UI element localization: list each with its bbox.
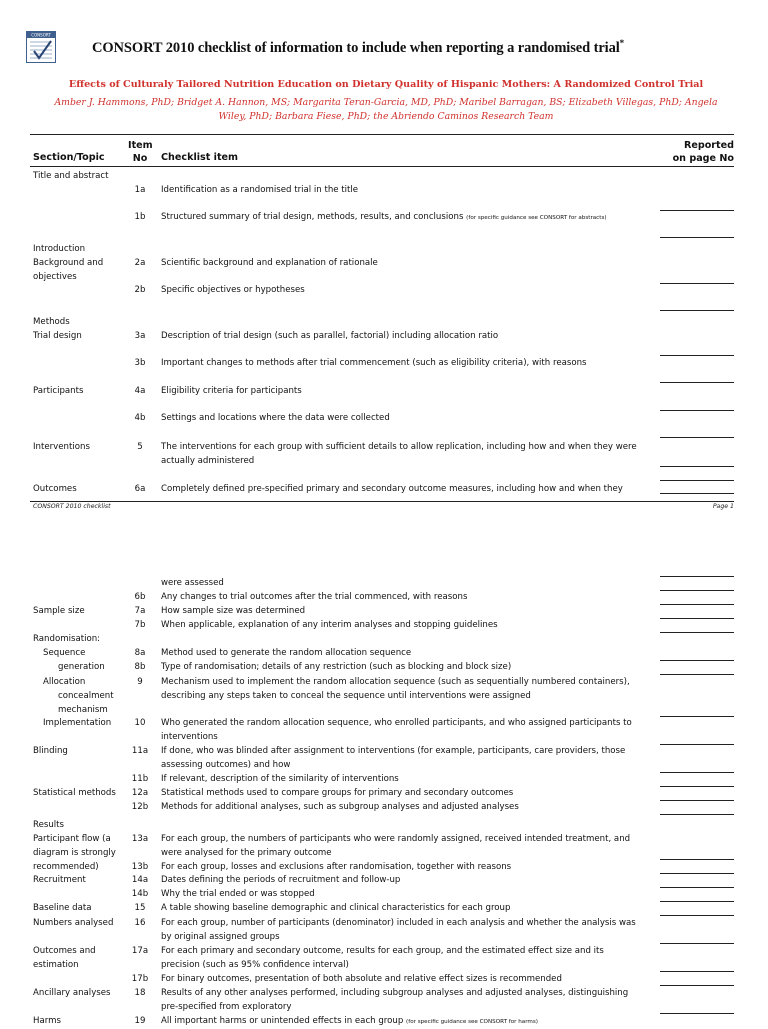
item-number: 2b [134,285,146,295]
checklist-item [161,716,651,744]
page-number-line[interactable] [660,237,734,238]
item-number: 18 [134,988,146,998]
checklist-item [161,440,651,468]
item-number: 17a [131,946,149,956]
page-number-line[interactable] [660,310,734,311]
section-introduction: Introduction [33,244,86,254]
checklist-item-line1: For each group, the numbers of participants who were randomly assigned, received intended treatment, and [161,834,631,844]
column-header-item-line2: No [132,152,148,164]
item-number: 13b [131,862,149,872]
item-number: 9 [137,677,143,687]
column-header-reported-line2: on page No [672,152,734,164]
checklist-item: If relevant, description of the similarity of interventions [161,774,399,784]
checklist-item: When applicable, explanation of any interim analyses and stopping guidelines [161,620,498,630]
checklist-item: Type of randomisation; details of any restriction (such as blocking and block size) [161,662,512,672]
checklist-item-text: All important harms or unintended effects in each group [161,1016,404,1026]
item-number: 4a [134,386,146,396]
checklist-item: Methods for additional analyses, such as subgroup analyses and adjusted analyses [161,802,519,812]
item-number: 12a [131,788,149,798]
checklist-item [161,675,651,703]
page-number-line[interactable] [660,576,734,577]
column-header-item-line1: Item [128,140,153,151]
title-mark: * [619,38,625,48]
page-number-line[interactable] [660,859,734,860]
checklist-item [161,832,651,860]
page-number-line[interactable] [660,660,734,661]
document-title [92,38,732,57]
topic-interventions: Interventions [33,442,90,452]
topic-numbers-analysed: Numbers analysed [33,918,114,928]
page-number-line[interactable] [660,283,734,284]
topic-allocation-3: mechanism [58,705,108,715]
page-number-line[interactable] [660,466,734,467]
checklist-item-note: (for specific guidance see CONSORT for abstracts) [466,215,607,221]
checklist-item-line2: precision (such as 95% confidence interval) [161,960,349,970]
page-number-line[interactable] [660,800,734,801]
checklist-item: Specific objectives or hypotheses [161,285,305,295]
checklist-item: Scientific background and explanation of rationale [161,258,378,268]
checklist-item [161,210,651,225]
page-number-line[interactable] [660,632,734,633]
checklist-item [161,916,651,944]
checklist-item: Dates defining the periods of recruitment and follow-up [161,875,401,885]
checklist-item [161,986,651,1014]
item-number: 12b [131,802,149,812]
column-header-checklist: Checklist item [161,152,239,163]
checklist-item: For binary outcomes, presentation of both absolute and relative effect sizes is recommended [161,974,562,984]
item-number: 4b [134,413,146,423]
topic-background-objectives-2: objectives [33,272,77,282]
page-number-line[interactable] [660,590,734,591]
topic-harms: Harms [33,1016,61,1026]
checklist-item-line2: assessing outcomes) and how [161,760,291,770]
item-number: 1b [134,212,146,222]
topic-outcomes: Outcomes [33,484,77,494]
item-number: 2a [134,258,146,268]
column-header-section: Section/Topic [33,152,105,163]
topic-participant-flow-1: Participant flow (a [33,834,111,844]
topic-participant-flow-2: diagram is strongly [33,848,116,858]
checklist-item-line2: actually administered [161,456,255,466]
topic-background-objectives-1: Background and [33,258,104,268]
item-number: 14b [131,889,149,899]
page-number-line[interactable] [660,716,734,717]
section-title-and-abstract: Title and abstract [33,171,109,181]
checklist-item-line2: by original assigned groups [161,932,280,942]
page-number-line[interactable] [660,971,734,972]
page-number-line[interactable] [660,493,734,494]
item-number: 19 [134,1016,146,1026]
topic-sample-size: Sample size [33,606,85,616]
page-number-line[interactable] [660,814,734,815]
checklist-item [161,944,651,972]
checklist-item-line1: For each primary and secondary outcome, results for each group, and the estimated effect size and its [161,946,604,956]
item-number: 14a [131,875,149,885]
logo-text: CONSORT [31,32,51,38]
item-number: 6b [134,592,146,602]
column-header-reported-line1: Reported [683,140,734,151]
page-number-line[interactable] [660,744,734,745]
topic-statistical-methods: Statistical methods [33,788,116,798]
author-list: Amber J. Hammons, PhD; Bridget A. Hannon, MS; Margarita Teran-Garcia, MD, PhD; Maribel Barragan, BS; Elizabeth Villegas, PhD; Angela Wiley, PhD; Barbara Fiese, PhD; the Abriendo Caminos Research Team [54,97,718,122]
page-number-line[interactable] [660,480,734,481]
checklist-item: Any changes to trial outcomes after the trial commenced, with reasons [161,592,468,602]
title-text: CONSORT 2010 checklist of information to include when reporting a randomised trial [92,39,620,56]
item-number: 16 [134,918,146,928]
topic-allocation-2: concealment [58,691,114,701]
checklist-item: Identification as a randomised trial in the title [161,185,359,195]
topic-allocation-1: Allocation [43,677,86,687]
checklist-item-line2: were analysed for the primary outcome [161,848,332,858]
topic-implementation: Implementation [43,718,112,728]
topic-outcomes-estimation-1: Outcomes and [33,946,96,956]
checklist-item-note: (for specific guidance see CONSORT for harms) [406,1019,538,1025]
topic-blinding: Blinding [33,746,68,756]
item-number: 5 [137,442,143,452]
page-number-line[interactable] [660,674,734,675]
page-number-line[interactable] [660,873,734,874]
checklist-item: A table showing baseline demographic and clinical characteristics for each group [161,903,511,913]
checklist-item-line1: The interventions for each group with sufficient details to allow replication, including how and when they were [161,442,637,452]
footer-rule [30,501,734,502]
checklist-item-line1: Mechanism used to implement the random allocation sequence (such as sequentially numbered containers), [161,677,630,687]
checklist-item-line2: describing any steps taken to conceal the sequence until interventions were assigned [161,691,531,701]
checklist-item-line2: pre-specified from exploratory [161,1002,292,1012]
item-number: 8a [134,648,146,658]
item-number: 1a [134,185,146,195]
checklist-item: Important changes to methods after trial commencement (such as eligibility criteria), with reasons [161,358,587,368]
page-number-line[interactable] [660,772,734,773]
topic-recruitment: Recruitment [33,875,86,885]
item-number: 3a [134,331,146,341]
page-number-line[interactable] [660,985,734,986]
item-number: 6a [134,484,146,494]
topic-trial-design: Trial design [33,331,82,341]
item-number: 7a [134,606,146,616]
checklist-item-line2: interventions [161,732,218,742]
checklist-item: For each group, losses and exclusions after randomisation, together with reasons [161,862,512,872]
topic-participant-flow-3: recommended) [33,862,99,872]
checklist-item: Completely defined pre-specified primary and secondary outcome measures, including how and when they [161,484,623,494]
checklist-item [161,744,651,772]
page-number-line[interactable] [660,915,734,916]
header-bottom-rule [30,166,734,167]
checklist-item [161,1014,651,1029]
column-header-item [128,140,152,165]
page-number-line[interactable] [660,618,734,619]
checklist-item: Description of trial design (such as parallel, factorial) including allocation ratio [161,331,499,341]
topic-baseline-data: Baseline data [33,903,92,913]
section-randomisation: Randomisation: [33,634,101,644]
checklist-item: were assessed [161,578,224,588]
footer-left: CONSORT 2010 checklist [33,503,111,510]
item-number: 15 [134,903,146,913]
topic-ancillary-analyses: Ancillary analyses [33,988,111,998]
page-number-line[interactable] [660,210,734,211]
item-number: 13a [131,834,149,844]
page-number-line[interactable] [660,604,734,605]
checklist-item-text: Structured summary of trial design, methods, results, and conclusions [161,212,464,222]
item-number: 11a [131,746,149,756]
checklist-item-line1: For each group, number of participants (denominator) included in each analysis and whether the analysis was [161,918,636,928]
section-methods: Methods [33,317,70,327]
page-number-line[interactable] [660,901,734,902]
page-number-line[interactable] [660,786,734,787]
study-title: Effects of Culturaly Tailored Nutrition Education on Dietary Quality of Hispanic Mothers: A Randomized Control Trial [68,79,704,90]
item-number: 17b [131,974,149,984]
page-number-line[interactable] [660,382,734,383]
header-top-rule [30,134,734,135]
checklist-item-line1: Results of any other analyses performed, including subgroup analyses and adjusted analyses, distinguishing [161,988,629,998]
topic-sequence-generation-2: generation [58,662,105,672]
item-number: 10 [134,718,146,728]
checklist-item: Why the trial ended or was stopped [161,889,315,899]
checklist-item: Method used to generate the random allocation sequence [161,648,412,658]
item-number: 11b [131,774,149,784]
section-results: Results [33,820,65,830]
footer-page-number: Page 1 [712,503,734,510]
checklist-item: Statistical methods used to compare groups for primary and secondary outcomes [161,788,514,798]
page-number-line[interactable] [660,943,734,944]
page-number-line[interactable] [660,1013,734,1014]
checklist-item: Eligibility criteria for participants [161,386,302,396]
page-number-line[interactable] [660,887,734,888]
consort-logo [26,31,56,63]
page-number-line[interactable] [660,410,734,411]
item-number: 8b [134,662,146,672]
page-number-line[interactable] [660,355,734,356]
item-number: 7b [134,620,146,630]
topic-participants: Participants [33,386,84,396]
checklist-item: Settings and locations where the data were collected [161,413,390,423]
item-number: 3b [134,358,146,368]
checklist-item-line1: Who generated the random allocation sequence, who enrolled participants, and who assigned participants to [161,718,632,728]
page-number-line[interactable] [660,437,734,438]
checklist-item-line1: If done, who was blinded after assignment to interventions (for example, participants, care providers, those [161,746,626,756]
topic-outcomes-estimation-2: estimation [33,960,79,970]
column-header-reported [662,140,734,165]
topic-sequence-generation-1: Sequence [43,648,86,658]
checklist-item: How sample size was determined [161,606,306,616]
